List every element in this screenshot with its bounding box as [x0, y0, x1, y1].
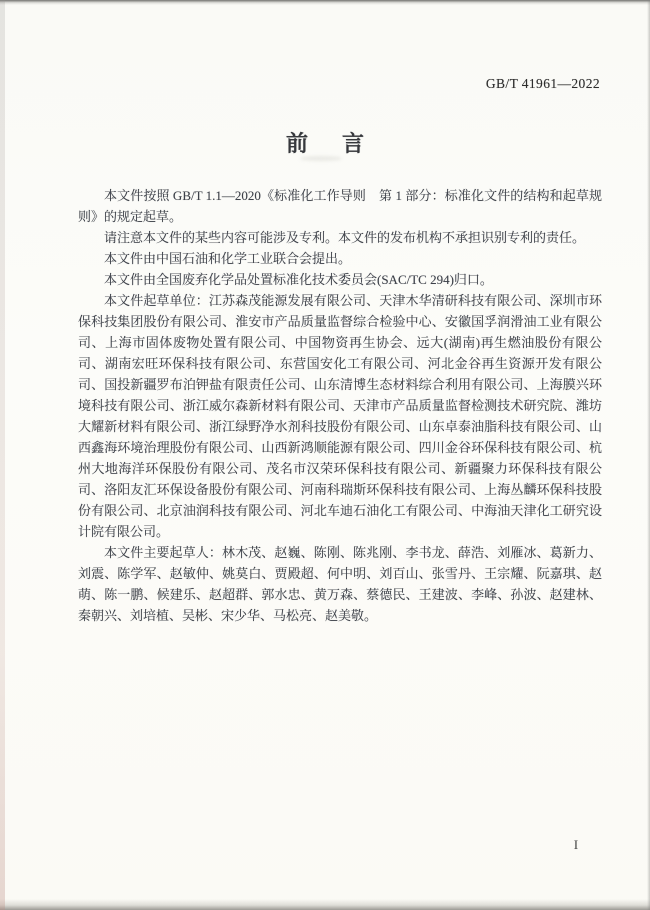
- document-body: [78, 185, 602, 626]
- standard-number: GB/T 41961—2022: [485, 76, 600, 91]
- page-title-char-2: 言: [342, 131, 365, 156]
- scan-edge-top: [0, 0, 650, 5]
- page-title: [0, 127, 650, 158]
- scan-edge-left: [0, 0, 5, 910]
- page-number: I: [573, 838, 578, 852]
- paragraph-patent-notice: 请注意本文件的某些内容可能涉及专利。本文件的发布机构不承担识别专利的责任。: [104, 230, 586, 245]
- scan-edge-bottom: [0, 899, 650, 910]
- page-title-char-1: 前: [285, 131, 308, 156]
- paragraph-proposed-by: 本文件由中国石油和化学工业联合会提出。: [104, 251, 352, 266]
- scan-smudge-artifact: [300, 156, 342, 161]
- paragraph-centralized-by: 本文件由全国废弃化学品处置标准化技术委员会(SAC/TC 294)归口。: [104, 272, 493, 287]
- paragraph-main-drafters: 本文件主要起草人：林木茂、赵巍、陈刚、陈兆刚、李书龙、薛浩、刘雁冰、葛新力、刘震、陈学军、赵敏仲、姚莫白、贾殿超、何中明、刘百山、张雪丹、王宗耀、阮嘉琪、赵萌、陈一鹏、候建乐、赵超群、郭水忠、黄万森、蔡德民、王建波、李峰、孙波、赵建林、秦朝兴、刘培植、吴彬、宋少华、马松亮、赵美敬。: [78, 545, 602, 623]
- paragraph-drafting-organizations: 本文件起草单位：江苏森茂能源发展有限公司、天津木华清研科技有限公司、深圳市环保科技集团股份有限公司、淮安市产品质量监督综合检验中心、安徽国孚润滑油工业有限公司、上海市固体废物处置有限公司、中国物资再生协会、远大(湖南)再生燃油股份有限公司、湖南宏旺环保科技有限公司、东营国安化工有限公司、河北金谷再生资源开发有限公司、国投新疆罗布泊钾盐有限责任公司、山东清博生态材料综合利用有限公司、上海膜兴环境科技有限公司、浙江威尔森新材料有限公司、天津市产品质量监督检测技术研究院、潍坊大耀新材料有限公司、浙江绿野净水剂科技股份有限公司、山东卓泰油脂科技有限公司、山西鑫海环境治理股份有限公司、山西新鸿顺能源有限公司、四川金谷环保科技有限公司、杭州大地海洋环保股份有限公司、茂名市汉荣环保科技有限公司、新疆聚力环保科技有限公司、洛阳友汇环保设备股份有限公司、河南科瑞斯环保科技有限公司、上海丛麟环保科技股份有限公司、北京油润科技有限公司、河北车迪石油化工有限公司、中海油天津化工研究设计院有限公司。: [78, 293, 602, 539]
- paragraph-basis-of-drafting: 本文件按照 GB/T 1.1—2020《标准化工作导则 第 1 部分：标准化文件的结构和起草规则》的规定起草。: [78, 188, 602, 224]
